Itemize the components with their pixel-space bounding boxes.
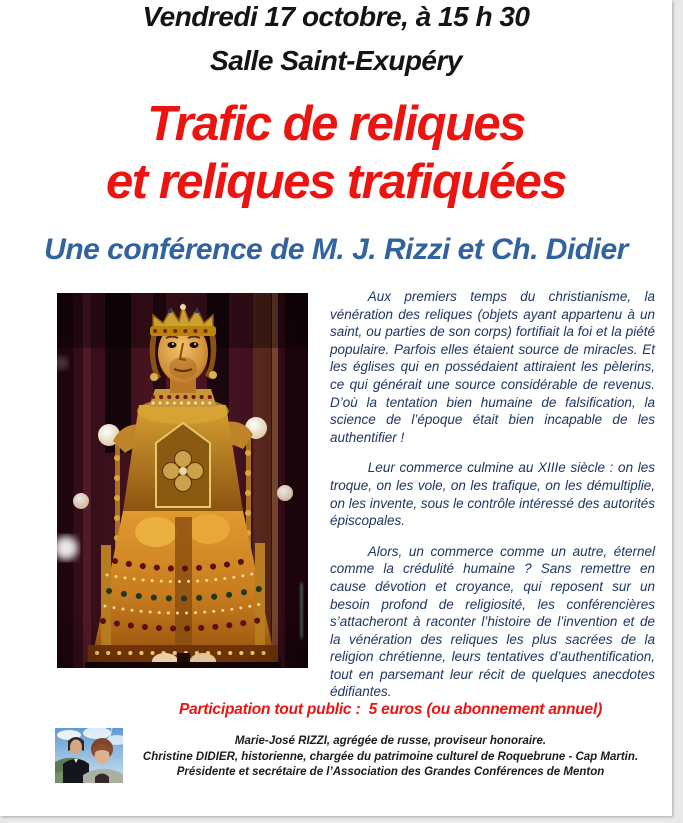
speakers-photo bbox=[55, 728, 123, 783]
event-date-line: Vendredi 17 octobre, à 15 h 30 bbox=[142, 1, 530, 32]
body-paragraph-1: Aux premiers temps du christianisme, la vénération des reliques (objets ayant appartenu à un saint, ou parties de son corps) fortifiait la foi et la piété populaire. Parfois elles étaient source de miracles. Et les églises qui en possédaient attiraient les pèlerins, ce qui générait une source considérable de revenus. D’où la tentation bien humaine de falsification, la science de l’époque était bien incapable de les authentifier ! bbox=[330, 289, 655, 445]
subtitle-speakers: Une conférence de M. J. Rizzi et Ch. Didier bbox=[44, 233, 628, 266]
body-paragraph-2: Leur commerce culmine au XIIIe siècle : on les troque, on les vole, on les trafique, on les démultiplie, on les invente, sous le contrôle intéressé des autorités épiscopales. bbox=[330, 460, 655, 529]
credit-line-rizzi: Marie-José RIZZI, agrégée de russe, proviseur honoraire. bbox=[234, 735, 547, 747]
main-title-line1: Trafic de reliques bbox=[147, 97, 525, 151]
body-text bbox=[330, 288, 655, 714]
credit-line-didier: Christine DIDIER, historienne, chargée du patrimoine culturel de Roquebrune - Cap Martin. bbox=[142, 750, 639, 763]
main-title-line2: et reliques trafiquées bbox=[106, 155, 566, 209]
participation-fee-line: Participation tout public : 5 euros (ou abonnement annuel) bbox=[178, 701, 603, 718]
reliquary-photo bbox=[57, 293, 308, 668]
body-paragraph-3: Alors, un commerce comme un autre, éternel comme la crédulité humaine ? Sans remettre en cause dévotion et croyance, qui reposent sur un besoin profond de religiosité, les conférencières s’attacheront à raconter l’histoire de l’invention et de la vénération des reliques les plus sacrées de la religion chrétienne, leurs tentatives d’authentification, tout en parsemant leur récit de quelques anecdotes édifiantes. bbox=[330, 543, 655, 700]
reliquary-photo-svg bbox=[57, 293, 308, 668]
speakers-photo-svg bbox=[55, 728, 123, 783]
main-title bbox=[0, 95, 672, 211]
speaker-credits bbox=[123, 734, 658, 781]
credit-line-association: Présidente et secrétaire de l’Association des Grandes Conférences de Menton bbox=[176, 766, 605, 778]
event-venue-line: Salle Saint-Exupéry bbox=[210, 45, 462, 76]
